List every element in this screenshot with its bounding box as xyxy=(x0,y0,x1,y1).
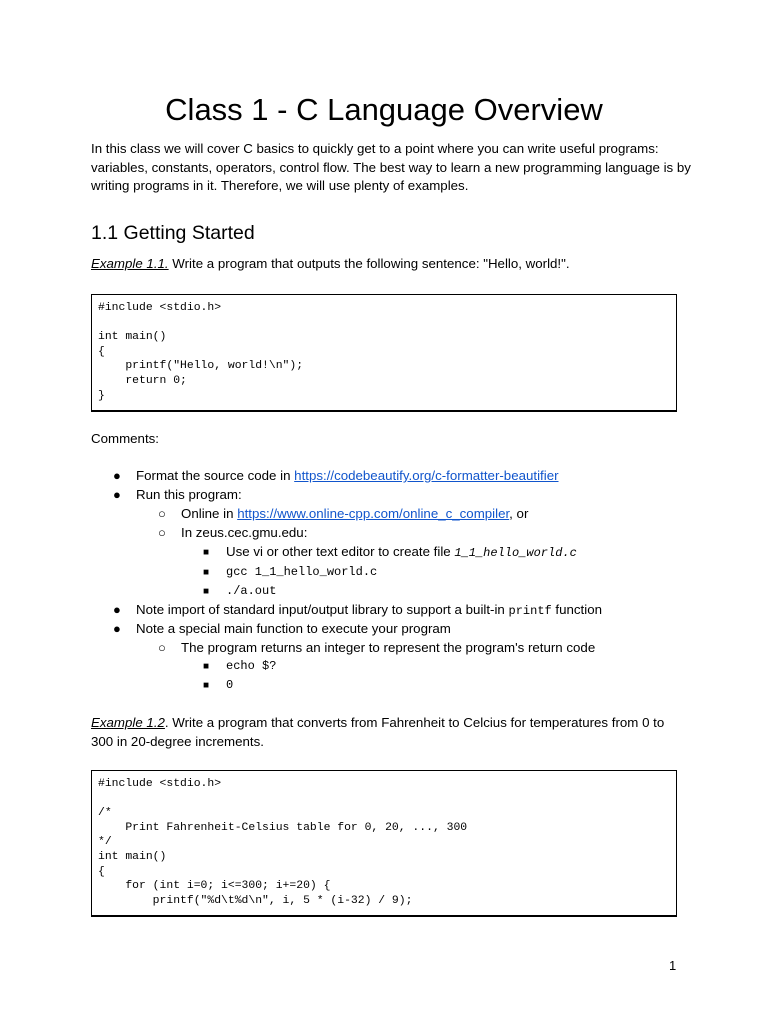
intro-paragraph: In this class we will cover C basics to quickly get to a point where you can write useful programs: variables, constants, operators, control flow. The best way to learn a new programming language is by writing programs in it. Therefore, we will use plenty of examples. xyxy=(91,141,691,193)
list-item: Online in https://www.online-cpp.com/online_c_compiler, or xyxy=(181,506,529,521)
code-block-2 xyxy=(91,770,677,917)
code-line: #include <stdio.h> xyxy=(98,302,222,314)
list-item: Note a special main function to execute your program xyxy=(136,621,451,636)
circle-bullet-icon: ○ xyxy=(158,640,166,655)
code-line: { xyxy=(98,345,105,358)
code-line xyxy=(98,316,670,331)
code-line xyxy=(98,792,670,807)
example-1-description xyxy=(91,255,691,274)
list-item: Note import of standard input/output library to support a built-in printf function xyxy=(136,602,603,618)
page-number: 1 xyxy=(669,958,677,973)
comments-heading: Comments: xyxy=(91,431,159,446)
bullet-icon: ● xyxy=(113,468,121,483)
example-1-text: Write a program that outputs the following sentence: "Hello, world!". xyxy=(168,256,570,271)
online-compiler-link[interactable]: https://www.online-cpp.com/online_c_compiler xyxy=(237,506,510,521)
square-bullet-icon: ■ xyxy=(203,547,210,558)
bullet-icon: ● xyxy=(113,602,121,617)
code-line: return 0; xyxy=(98,374,187,387)
bullet-icon: ● xyxy=(113,621,121,636)
code-line: } xyxy=(98,389,105,402)
list-item: Format the source code in https://codebeautify.org/c-formatter-beautifier xyxy=(136,468,559,483)
code-block-1 xyxy=(91,294,677,412)
code-line: int main() xyxy=(98,850,167,863)
code-line: for (int i=0; i<=300; i+=20) { xyxy=(98,880,331,893)
list-item: echo $? xyxy=(226,659,277,673)
code-line: */ xyxy=(98,836,112,849)
list-item: Use vi or other text editor to create file 1_1_hello_world.c xyxy=(226,544,577,560)
list-item: ./a.out xyxy=(226,584,277,598)
example-2-text: . Write a program that converts from Fahrenheit to Celcius for temperatures from 0 to 300 in 20-degree increments. xyxy=(91,715,665,749)
page-title: Class 1 - C Language Overview xyxy=(165,92,603,127)
code-line: Print Fahrenheit-Celsius table for 0, 20, ..., 300 xyxy=(98,821,468,834)
square-bullet-icon: ■ xyxy=(203,586,210,597)
circle-bullet-icon: ○ xyxy=(158,525,166,540)
square-bullet-icon: ■ xyxy=(203,567,210,578)
example-1-label: Example 1.1. xyxy=(91,256,169,271)
list-item: gcc 1_1_hello_world.c xyxy=(226,565,378,579)
code-line: /* xyxy=(98,807,112,820)
code-line: #include <stdio.h> xyxy=(98,778,222,790)
code-line: { xyxy=(98,865,105,878)
square-bullet-icon: ■ xyxy=(203,680,210,691)
square-bullet-icon: ■ xyxy=(203,661,210,672)
list-item: Run this program: xyxy=(136,487,242,502)
list-item: 0 xyxy=(226,678,234,692)
list-item: In zeus.cec.gmu.edu: xyxy=(181,525,308,540)
code-line: int main() xyxy=(98,331,167,344)
bullet-icon: ● xyxy=(113,487,121,502)
circle-bullet-icon: ○ xyxy=(158,506,166,521)
codebeautify-link[interactable]: https://codebeautify.org/c-formatter-beautifier xyxy=(294,468,559,483)
section-heading: 1.1 Getting Started xyxy=(91,222,255,244)
list-item: The program returns an integer to represent the program's return code xyxy=(181,640,596,655)
example-2-description xyxy=(91,714,681,751)
code-line: printf("%d\t%d\n", i, 5 * (i-32) / 9); xyxy=(98,894,413,907)
example-2-label: Example 1.2 xyxy=(91,715,165,730)
code-line: printf("Hello, world!\n"); xyxy=(98,360,304,373)
